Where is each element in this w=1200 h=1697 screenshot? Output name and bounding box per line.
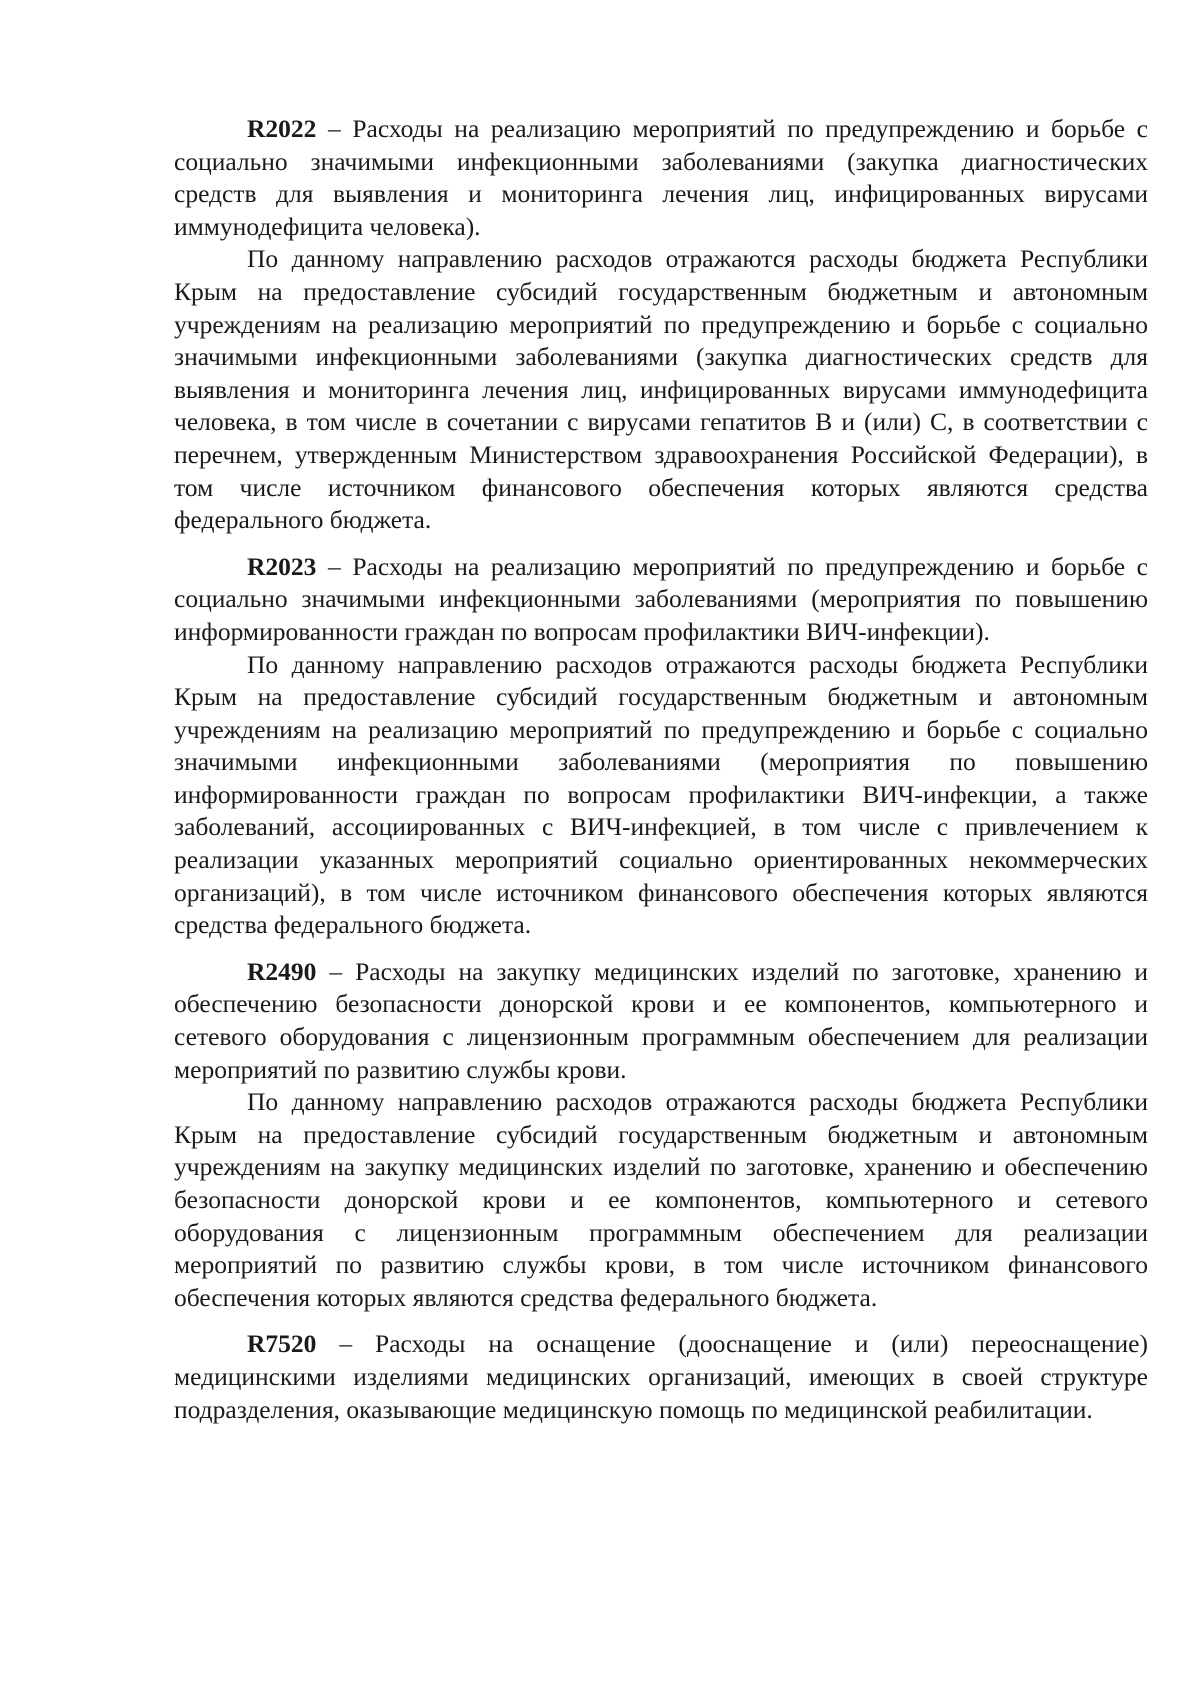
expense-title: – Расходы на реализацию мероприятий по предупреждению и борьбе с социально значимыми инфекционными заболеваниями (мероприятия по повышению информированности граждан по вопросам профилактики ВИЧ-инфекции). <box>174 551 1148 646</box>
expense-title: – Расходы на реализацию мероприятий по предупреждению и борьбе с социально значимыми инфекционными заболеваниями (закупка диагностических средств для выявления и мониторинга лечения лиц, инфицированных вирусами иммунодефицита человека). <box>174 114 1148 241</box>
section-r2023-description: По данному направлению расходов отражаются расходы бюджета Республики Крым на предоставление субсидий государственным бюджетным и автономным учреждениям на реализацию мероприятий по предупреждению и борьбе с социально значимыми инфекционными заболеваниями (мероприятия по повышению информированности граждан по вопросам профилактики ВИЧ-инфекции, а также заболеваний, ассоциированных с ВИЧ-инфекцией, в том числе с привлечением к реализации указанных мероприятий социально ориентированных некоммерческих организаций), в том числе источником финансового обеспечения которых являются средства федерального бюджета. <box>174 649 1148 940</box>
expense-code: R7520 <box>247 1329 317 1359</box>
expense-title: – Расходы на закупку медицинских изделий по заготовке, хранению и обеспечению безопасности донорской крови и ее компонентов, компьютерного и сетевого оборудования с лицензионным программным обеспечением для реализации мероприятий по развитию службы крови. <box>174 956 1148 1084</box>
section-r2022-heading <box>174 113 1148 243</box>
expense-code: R2490 <box>247 956 317 986</box>
section-r2490-description: По данному направлению расходов отражаются расходы бюджета Республики Крым на предоставление субсидий государственным бюджетным и автономным учреждениям на закупку медицинских изделий по заготовке, хранению и обеспечению безопасности донорской крови и ее компонентов, компьютерного и сетевого оборудования с лицензионным программным обеспечением для реализации мероприятий по развитию службы крови, в том числе источником финансового обеспечения которых являются средства федерального бюджета. <box>174 1087 1148 1312</box>
section-r7520-heading <box>174 1328 1148 1426</box>
section-r2490-heading <box>174 956 1148 1086</box>
document-page <box>174 113 1148 1426</box>
expense-code: R2022 <box>247 114 317 143</box>
section-r2022-description: По данному направлению расходов отражаются расходы бюджета Республики Крым на предоставление субсидий государственным бюджетным и автономным учреждениям на реализацию мероприятий по предупреждению и борьбе с социально значимыми инфекционными заболеваниями (закупка диагностических средств для выявления и мониторинга лечения лиц, инфицированных вирусами иммунодефицита человека, в том числе в сочетании с вирусами гепатитов B и (или) C, в соответствии с перечнем, утвержденным Министерством здравоохранения Российской Федерации), в том числе источником финансового обеспечения которых являются средства федерального бюджета. <box>174 244 1148 535</box>
expense-code: R2023 <box>247 551 317 581</box>
section-r2023-heading <box>174 551 1148 649</box>
expense-title: – Расходы на оснащение (дооснащение и (или) переоснащение) медицинскими изделиями медицинских организаций, имеющих в своей структуре подразделения, оказывающие медицинскую помощь по медицинской реабилитации. <box>174 1329 1148 1424</box>
